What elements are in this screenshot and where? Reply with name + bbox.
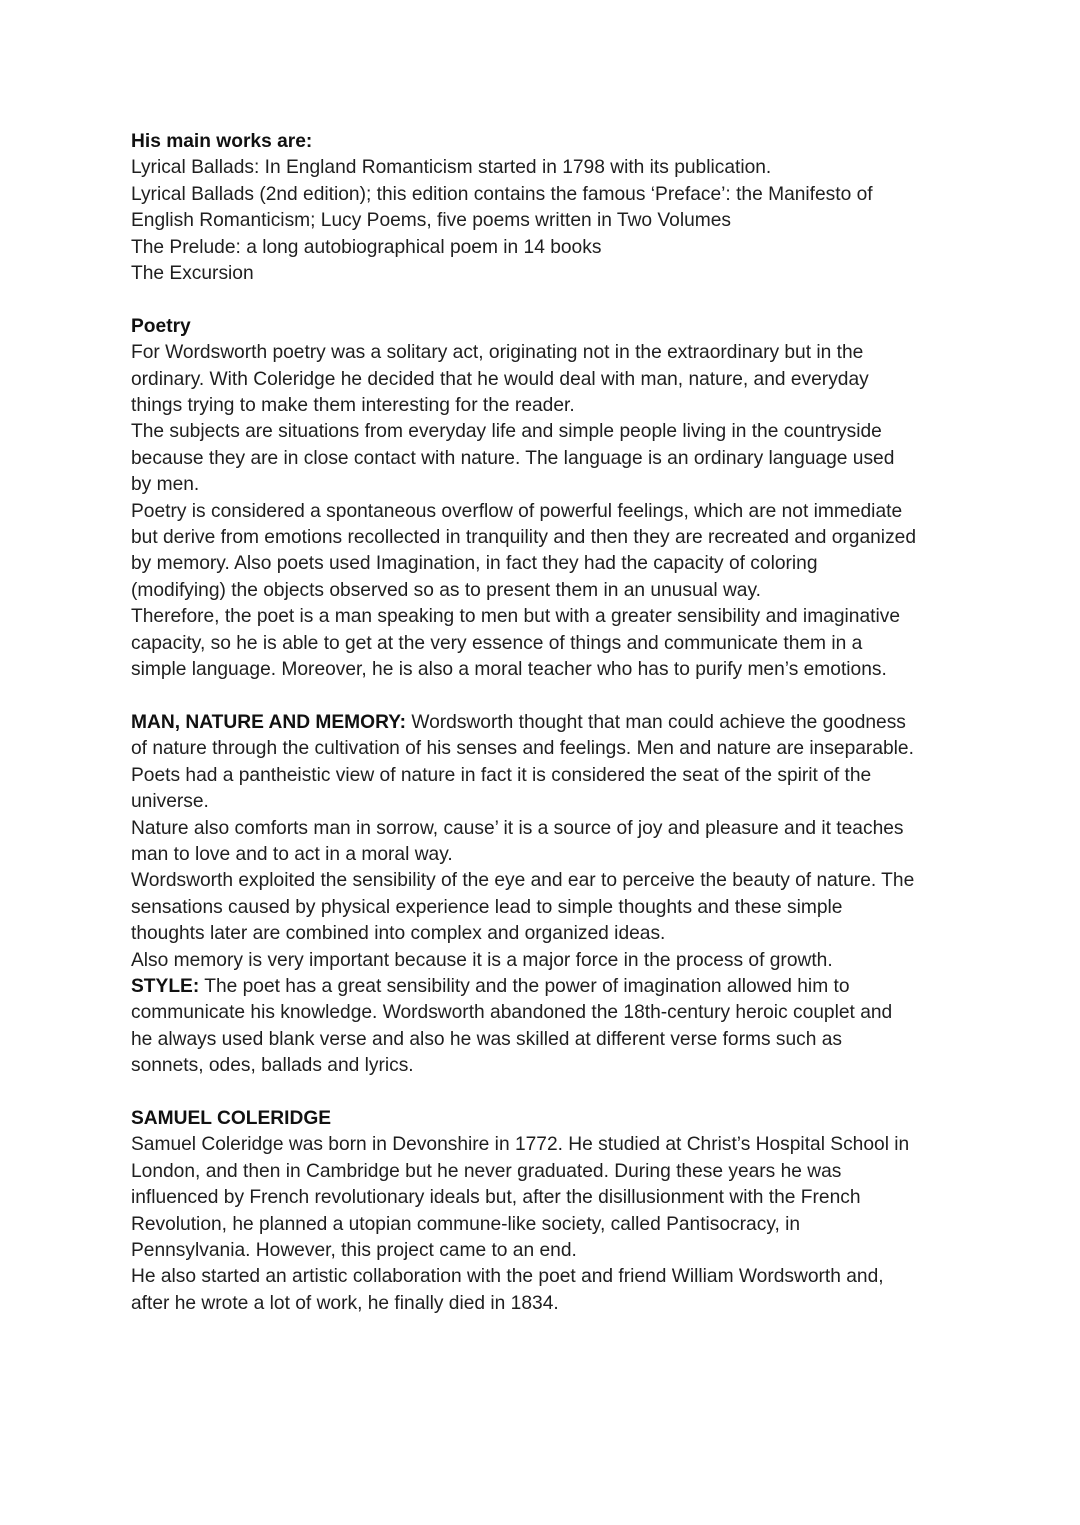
poetry-line: For Wordsworth poetry was a solitary act, originating not in the extraordinary but in the	[131, 342, 864, 364]
man-nature-line: Poets had a pantheistic view of nature in fact it is considered the seat of the spirit of the	[131, 764, 872, 786]
poetry-heading: Poetry	[131, 315, 191, 337]
poetry-line: ordinary. With Coleridge he decided that he would deal with man, nature, and everyday	[131, 368, 869, 390]
man-nature-line: man to love and to act in a moral way.	[131, 843, 453, 865]
coleridge-line: London, and then in Cambridge but he never graduated. During these years he was	[131, 1160, 842, 1182]
poetry-line: (modifying) the objects observed so as to present them in an unusual way.	[131, 579, 761, 601]
man-nature-line: Nature also comforts man in sorrow, cause’ it is a source of joy and pleasure and it teaches	[131, 817, 904, 839]
poetry-line: The subjects are situations from everyday life and simple people living in the countryside	[131, 421, 882, 443]
style-line: communicate his knowledge. Wordsworth abandoned the 18th-century heroic couplet and	[131, 1002, 893, 1024]
man-nature-line: of nature through the cultivation of his senses and feelings. Men and nature are inseparable.	[131, 738, 914, 760]
works-line: The Prelude: a long autobiographical poem in 14 books	[131, 236, 602, 258]
works-line: Lyrical Ballads (2nd edition); this edition contains the famous ‘Preface’: the Manifesto of	[131, 183, 873, 205]
poetry-line: by memory. Also poets used Imagination, in fact they had the capacity of coloring	[131, 553, 818, 575]
poetry-line: Poetry is considered a spontaneous overflow of powerful feelings, which are not immediate	[131, 500, 903, 522]
works-line: Lyrical Ballads: In England Romanticism started in 1798 with its publication.	[131, 157, 772, 179]
style-first-line	[131, 974, 961, 1000]
poetry-line: capacity, so he is able to get at the very essence of things and communicate them in a	[131, 632, 863, 654]
poetry-line: but derive from emotions recollected in tranquility and then they are recreated and organized	[131, 527, 917, 549]
style-section	[131, 974, 961, 1080]
poetry-line: simple language. Moreover, he is also a moral teacher who has to purify men’s emotions.	[131, 659, 887, 681]
coleridge-section	[131, 1106, 961, 1317]
style-line: sonnets, odes, ballads and lyrics.	[131, 1055, 414, 1077]
coleridge-line: Revolution, he planned a utopian commune-like society, called Pantisocracy, in	[131, 1213, 801, 1235]
man-nature-memory-section	[131, 710, 961, 974]
poetry-line: things trying to make them interesting for the reader.	[131, 395, 575, 417]
poetry-line: Therefore, the poet is a man speaking to men but with a greater sensibility and imaginative	[131, 606, 900, 628]
style-line: he always used blank verse and also he was skilled at different verse forms such as	[131, 1028, 843, 1050]
works-line: English Romanticism; Lucy Poems, five poems written in Two Volumes	[131, 210, 732, 232]
man-nature-line: thoughts later are combined into complex and organized ideas.	[131, 923, 666, 945]
coleridge-line: after he wrote a lot of work, he finally died in 1834.	[131, 1292, 559, 1314]
man-nature-label: MAN, NATURE AND MEMORY:	[131, 711, 406, 733]
man-nature-line: Also memory is very important because it is a major force in the process of growth.	[131, 949, 833, 971]
poetry-line: by men.	[131, 474, 200, 496]
man-nature-line: universe.	[131, 791, 209, 813]
coleridge-line: influenced by French revolutionary ideals but, after the disillusionment with the French	[131, 1187, 861, 1209]
coleridge-line: Samuel Coleridge was born in Devonshire in 1772. He studied at Christ’s Hospital School in	[131, 1134, 910, 1156]
coleridge-heading: SAMUEL COLERIDGE	[131, 1107, 332, 1129]
man-nature-line: sensations caused by physical experience lead to simple thoughts and these simple	[131, 896, 843, 918]
paragraph-gap	[131, 684, 961, 710]
coleridge-line: Pennsylvania. However, this project came to an end.	[131, 1240, 577, 1262]
style-label: STYLE:	[131, 975, 200, 997]
paragraph-gap	[131, 287, 961, 313]
man-nature-line: Wordsworth exploited the sensibility of the eye and ear to perceive the beauty of nature. The	[131, 870, 915, 892]
coleridge-line: He also started an artistic collaboration with the poet and friend William Wordsworth and,	[131, 1266, 884, 1288]
poetry-line: because they are in close contact with nature. The language is an ordinary language used	[131, 447, 895, 469]
man-nature-first-text: Wordsworth thought that man could achieve the goodness	[406, 711, 906, 733]
main-works-section	[131, 129, 961, 287]
man-nature-first-line	[131, 710, 961, 736]
works-line: The Excursion	[131, 263, 254, 285]
main-works-heading: His main works are:	[131, 131, 313, 152]
document-page	[131, 129, 961, 1317]
paragraph-gap	[131, 1080, 961, 1106]
poetry-section	[131, 314, 961, 684]
style-first-text: The poet has a great sensibility and the power of imagination allowed him to	[199, 975, 850, 997]
